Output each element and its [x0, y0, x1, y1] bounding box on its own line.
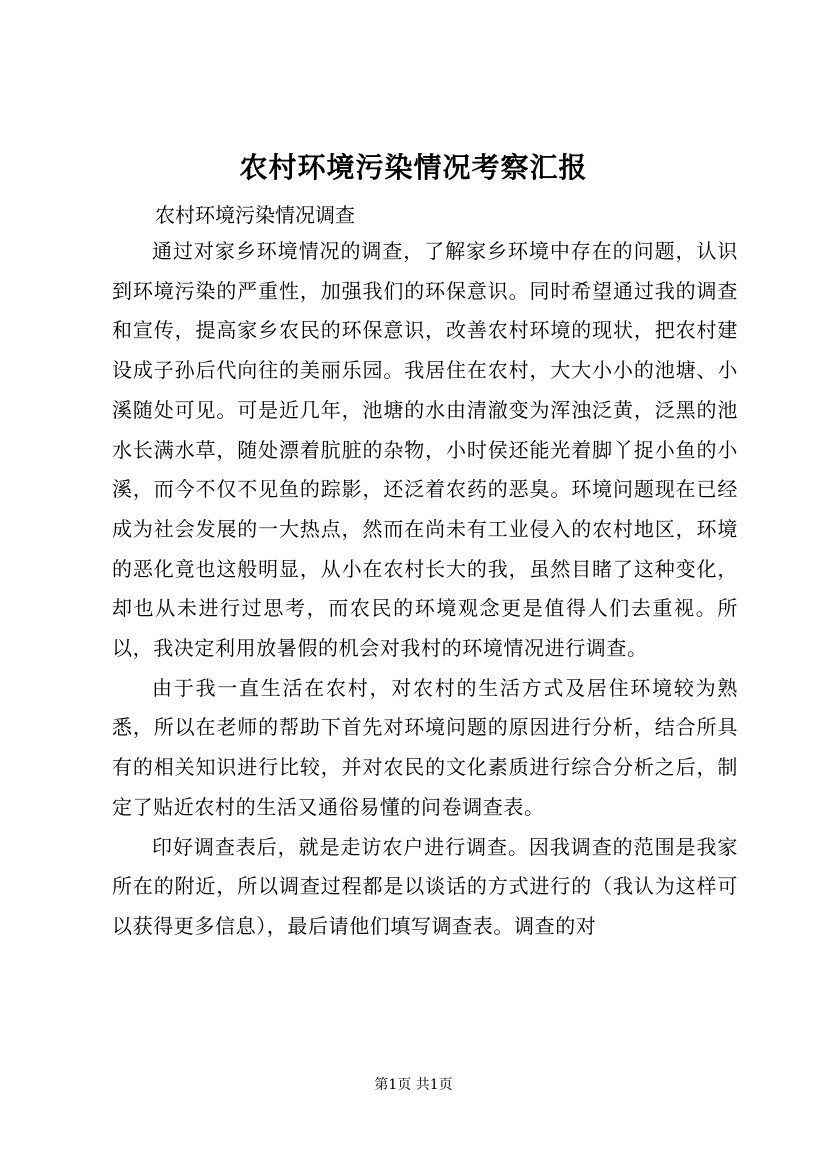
document-title: 农村环境污染情况考察汇报: [239, 151, 588, 184]
paragraph: 通过对家乡环境情况的调查，了解家乡环境中存在的问题，认识到环境污染的严重性，加强我们的环保意识。同时希望通过我的调查和宣传，提高家乡农民的环保意识，改善农村环境的现状，把农村建设成子孙后代向往的美丽乐园。我居住在农村，大大小小的池塘、小溪随处可见。可是近几年，池塘的水由清澈变为浑浊泛黄，泛黑的池水长满水草，随处漂着肮脏的杂物，小时侯还能光着脚丫捉小鱼的小溪，而今不仅不见鱼的踪影，还泛着农药的恶臭。环境问题现在已经成为社会发展的一大热点，然而在尚未有工业侵入的农村地区，环境的恶化竟也这般明显，从小在农村长大的我，虽然目睹了这种变化，却也从未进行过思考，而农民的环境观念更是值得人们去重视。所以，我决定利用放暑假的机会对我村的环境情况进行调查。: [112, 239, 738, 661]
page-number-footer: 第1页 共1页: [374, 1077, 453, 1093]
paragraph: 由于我一直生活在农村，对农村的生活方式及居住环境较为熟悉，所以在老师的帮助下首先对环境问题的原因进行分析，结合所具有的相关知识进行比较，并对农民的文化素质进行综合分析之后，制定了贴近农村的生活又通俗易懂的问卷调查表。: [112, 675, 738, 819]
document-body: [112, 232, 738, 947]
paragraph: 印好调查表后，就是走访农户进行调查。因我调查的范围是我家所在的附近，所以调查过程都是以谈话的方式进行的（我认为这样可以获得更多信息），最后请他们填写调查表。调查的对: [112, 834, 738, 938]
document-subtitle: 农村环境污染情况调查: [155, 203, 355, 227]
